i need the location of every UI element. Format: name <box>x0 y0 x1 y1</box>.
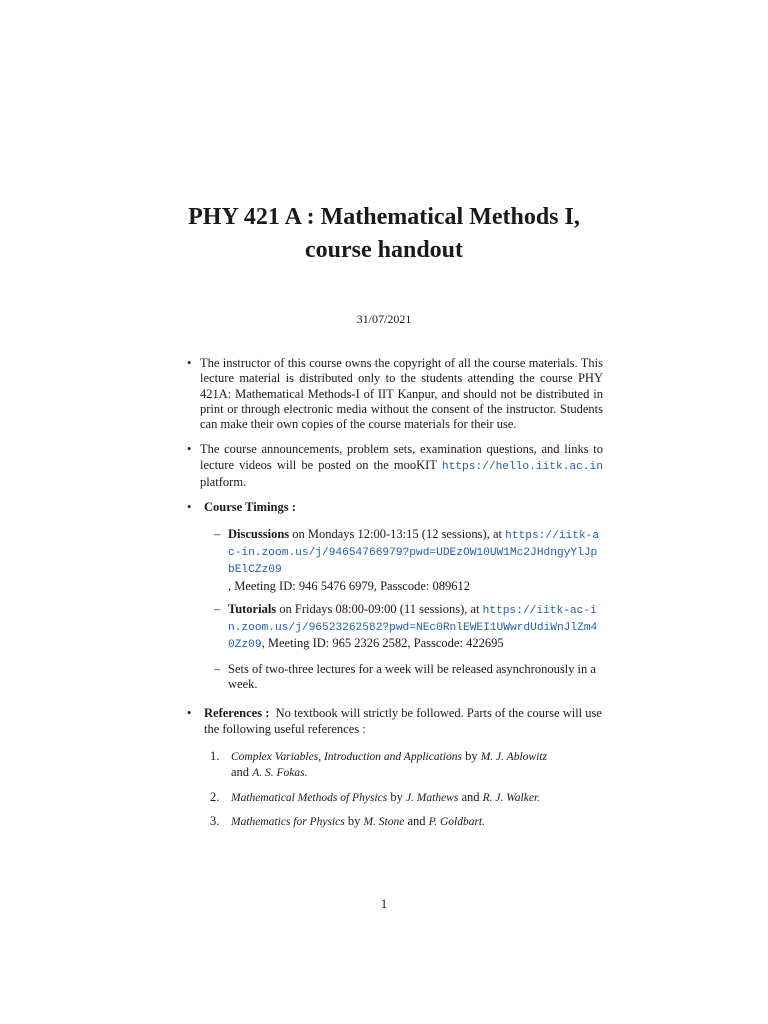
reference-author: R. J. Walker. <box>482 791 541 804</box>
reference-number: 1. <box>210 748 220 763</box>
mookit-link[interactable]: https://hello.iitk.ac.in <box>441 460 603 473</box>
references-heading: References : <box>204 706 270 721</box>
dash-marker: – <box>214 601 221 616</box>
copyright-item <box>183 356 603 432</box>
bullet-marker: • <box>187 356 192 370</box>
reference-by: by <box>465 748 478 763</box>
reference-author: A. S. Fokas. <box>252 767 308 780</box>
reference-entry <box>183 790 603 806</box>
reference-author: P. Goldbart. <box>428 815 485 828</box>
announcements-text: The course announcements, problem sets, examination questions, and links to lecture videos will be posted on the mooKIT <box>200 442 603 472</box>
reference-author: M. Stone <box>363 815 405 828</box>
reference-number: 2. <box>210 789 220 804</box>
page-number: 1 <box>380 897 388 911</box>
reference-list <box>183 749 603 830</box>
document-body <box>183 356 603 830</box>
tutorials-text: on Fridays 08:00-09:00 (11 sessions), at <box>279 601 480 616</box>
tutorials-label: Tutorials <box>228 601 277 616</box>
tutorials-item <box>200 602 603 654</box>
lectures-text: Sets of two-three lectures for a week will be released asynchronously in a week. <box>228 661 596 692</box>
reference-entry <box>183 749 603 782</box>
title-line-1: PHY 421 A : Mathematical Methods I, <box>188 204 580 230</box>
title-line-2: course handout <box>304 237 464 263</box>
announcements-item <box>183 442 603 490</box>
timings-heading: Course Timings : <box>204 500 296 515</box>
dash-marker: – <box>214 661 221 676</box>
reference-and: and <box>461 789 480 804</box>
reference-title: Mathematics for Physics <box>231 815 345 828</box>
discussions-paragraph <box>228 527 603 594</box>
document-date: 31/07/2021 <box>356 312 412 326</box>
bullet-marker: • <box>187 442 192 457</box>
bullet-marker: • <box>187 500 192 515</box>
timings-item <box>183 500 603 692</box>
reference-number: 3. <box>210 813 220 828</box>
tutorials-tail: , Meeting ID: 965 2326 2582, Passcode: 422695 <box>261 636 504 651</box>
references-item <box>183 706 603 737</box>
references-text: No textbook will strictly be followed. Parts of the course will use the following useful references : <box>204 706 602 736</box>
announcements-paragraph <box>200 442 603 490</box>
reference-and: and <box>231 765 250 780</box>
reference-entry <box>183 814 603 830</box>
document-title <box>0 201 768 267</box>
reference-author: J. Mathews <box>405 791 459 804</box>
announcements-tail: platform. <box>200 475 247 490</box>
lectures-item <box>200 662 603 693</box>
discussions-item <box>200 527 603 594</box>
reference-and: and <box>407 813 426 828</box>
reference-by: by <box>347 813 361 828</box>
discussions-label: Discussions <box>228 526 290 541</box>
copyright-text: The instructor of this course owns the copyright of all the course materials. This lecture material is distributed only to the students attending the course PHY 421A: Mathematical Methods-I of IIT Kanpur, and should not be distributed in print or through electronic media without the consent of the instructor. Students can make their own copies of the course materials for their use. <box>200 356 603 432</box>
reference-title: Mathematical Methods of Physics <box>231 791 388 804</box>
tutorials-paragraph <box>228 602 603 654</box>
discussions-text: on Mondays 12:00-13:15 (12 sessions), at <box>292 526 502 541</box>
reference-by: by <box>390 789 403 804</box>
tutorials-zoom-link[interactable]: https://iitk-ac-in.zoom.us/j/96523262582?pwd=NEc0RnlEWEI1UWwrdUdiWnJlZm40Zz09 <box>228 604 598 652</box>
discussions-tail: , Meeting ID: 946 5476 6979, Passcode: 089612 <box>228 578 470 593</box>
bullet-marker: • <box>187 706 192 721</box>
discussions-zoom-link[interactable]: https://iitk-ac-in.zoom.us/j/94654766979?pwd=UDEzOW10UW1Mc2JHdngyYlJpbElCZz09 <box>228 529 600 577</box>
reference-author: M. J. Ablowitz <box>480 750 547 763</box>
dash-marker: – <box>214 526 221 541</box>
reference-title: Complex Variables, Introduction and Applications <box>231 750 462 763</box>
references-paragraph <box>200 706 603 737</box>
